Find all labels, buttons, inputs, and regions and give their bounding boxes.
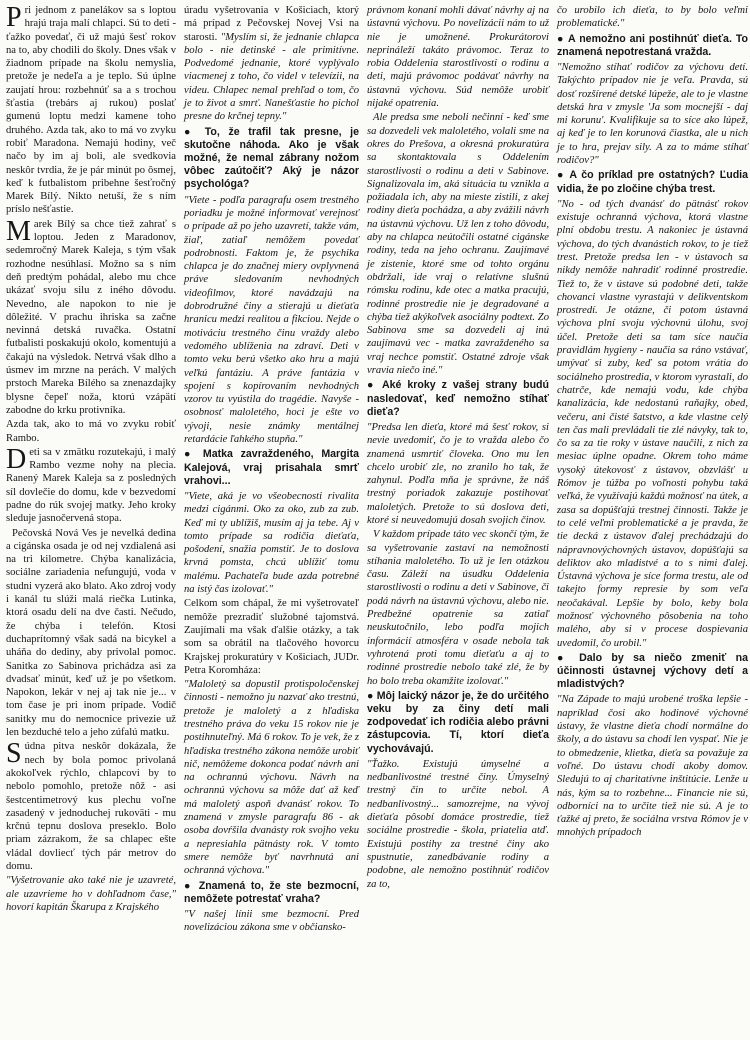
paragraph: úradu vyšetrovania v Košiciach, ktorý má prípad z Pečovskej Novej Vsi na starosti. "Myslím si, že jednanie chlapca bolo - nie detinské - ale primitívne. Podvedomé jednanie, ktoré vyplývalo viacmenej z toho, čo videl v televízii, na videu. Chlapec nemal prehľad o tom, čo je to život a smrť. Nanešťastie ho pichol presne do krčnej tepny." bbox=[184, 5, 359, 123]
interview-answer: čo urobilo ich dieťa, to by bolo veľmi problematické." bbox=[557, 5, 748, 30]
dropcap-p: P bbox=[6, 4, 22, 33]
interview-question: ● Aké kroky z vašej strany budú nasledovať, keď nemožno stíhať dieťa? bbox=[367, 379, 549, 419]
column-3 bbox=[365, 4, 555, 1038]
paragraph-4: Deti sa v zmätku rozutekajú, i malý Rambo vezme nohy na plecia. Ranený Marek Kaleja sa z posledných síl dovlečie do domu, kde v bezvedomí padne do rúk svojej matky. Jeho kroky sleduje jasnočervená stopa. bbox=[6, 443, 176, 525]
interview-answer: V každom prípade táto vec skončí tým, že sa vyšetrovanie zastaví na nemožnosti stíhania maloletého. To už je len otázkou času. Záleží na úsudku Oddelenia starostlivosti o rodinu a deti v Sabinove, či podá návrh na ústavnú výchovu, alebo nie. Predbežné opatrenie sa zatiaľ neuskutočnilo, lebo podľa mojich informácií atmosféra v osade nebola tak vyhrotená proti tomu dieťaťu a aj to rodinné prostredie nebolo také zlé, že by ho bolo treba okamžite izolovať." bbox=[367, 529, 549, 687]
interview-question: ● Znamená to, že ste bezmocní, nemôžete potrestať vraha? bbox=[184, 880, 359, 906]
interview-answer: "Viete, aká je vo všeobecnosti rivalita medzi cigánmi. Oko za oko, zub za zub. Keď mi ty ublížiš, musím aj ja tebe. Aj v tomto prípade sa rodičia dieťaťa, pošodení, snažia pomstiť. Je to doslova krvná pomsta, chcú ublížiť tomu malému. Pachateľa bude azda potrebné na istý čas izolovať." bbox=[184, 490, 359, 596]
paragraph: Celkom som chápal, že mi vyšetrovateľ nemôže prezradiť služobné tajomstvá. Zaujímali ma však ďalšie otázky, a tak som sa obrátil na tlačového hovorcu Krajskej prokuratúry v Košiciach, JUDr. Petra Koromháza: bbox=[184, 598, 359, 676]
interview-answer: "No - od tých dvanásť do pätnásť rokov existuje ochranná výchova, ktorá vlastne plní obdobu trestu. A nakoniec je ústavná výchova, do tých dvanástich rokov, to je tiež trest. Pretože predsa len - v ústavoch sa nikdy nemôže nahradiť rodinné prostredie. Tiež to, že v ústave sú podobné deti, takže chovanci vlastne vyrastajú v delikventskom prostredí. Je otázne, či potom ústavná výchova plní svoju výchovnú úlohu, svoj účel. Pretože deti sa tam síce naučia pravidlám hygieny - naučia sa ráno vstávať, umývať si zuby, keď sa potom vrátia do sociálneho prostredia, v ktorom vyrastali, do chatrče, kde nemajú vodu, kde chýba kanalizácia, kde nedostanú raňajky, obed, večeru, ani čisté šatstvo, a kde vlastne celý ten čas mali prevládali tie zlé návyky, tak to, čo sa za tie roky v ústave naučili, z nich za mesiac úplne opadne. Okrem toho máme vysoký útekovosť z ústavov, obzvlášť u Rómov je túžba po voľnosti pohybu taká veľká, že využívajú každú možnosť na útek, a zasa sa dopúšťajú trestnej činnosti. Takže je to celé veľmi problematické a je pravda, že tie decká z ústavov ďalej prechádzajú do nápravnovýchovných ústavov, dopúšťajú sa deliktov ako mladistvé a to s nimi ďalej. Ústavná výchova je síce forma trestu, ale od takejto formy represie by som veľa neočakával. Lepšie by bolo, keby bola možnosť výchovného pôsobenia na toho malého, aby si v procese dospievania uvedomil, čo urobil." bbox=[557, 198, 748, 649]
paragraph-5: Pečovská Nová Ves je nevelká dedina a cigánska osada je od nej vzdialená asi na tri kilometre. Chýba kanalizácia, sociálne zariadenia nefungujú, voda v studni vyzerá ako blato. Ako zdroj vody i kanál tu slúži malá riečka Lutinka, ktorá osadu delí na dve časti. Nečudo, že chýba i telefón. Ktosi duchaprítomný však sadá na bicykel a uháňa do dediny, aby privolal pomoc. Sanitka zo Sabinova prichádza asi za dvadsať minút, keď už je po všetkom. Napokon, lekár v nej aj tak nie je... v tom čase je pri inom prípade. Vodič sanitky mu do nemocnice privezie už len bezduché telo a jeho zúfalú matku. bbox=[6, 527, 176, 739]
quote-caption: "Vyšetrovanie ako také nie je uzavreté, ale uzavrieme ho v dohľadnom čase," hovorí kapitán Škarupa z Krajského bbox=[6, 875, 176, 913]
column-2 bbox=[182, 4, 365, 1038]
interview-answer: "V našej línii sme bezmocní. Pred novelizáciou zákona sme v občiansko- bbox=[184, 908, 359, 934]
interview-question: ● Môj laický názor je, že do určitého veku by za činy detí mali zodpovedať ich rodičia alebo právni zástupcovia. Tí, ktorí dieťa vychovávajú. bbox=[367, 690, 549, 756]
paragraph-2: Marek Bílý sa chce tiež zahrať s loptou. Jeden z Maradonov, sedemročný Marek Kaleja, s tým však rozhodne nesúhlasí. Možno sa s ním deň predtým pohádal, alebo mu chce ukázať svoju silu z iného dôvodu. Nevedno, ale napokon to nie je dôležité. V prachu ihriska sa začne nevinná detská ruvačka. Ostatní futbalisti poskakujú okolo, komentujú a čakajú na výsledok. Netrvá však dlho a úsmev im mrzne na perách. V malých prstoch Mareka Bílého sa znenazdajky blysne čepeľ noža, ktorú vzápätí zabodne do krku protivníka. bbox=[6, 215, 176, 416]
interview-question: ● Matka zavraždeného, Margita Kalejová, vraj prisahala smrť vrahovi... bbox=[184, 448, 359, 488]
paragraph-1: Pri jednom z panelákov sa s loptou hrajú traja malí chlapci. Sú to deti - ťažko povedať, či už majú šesť rokov na to, aby chodili do školy. Dnes však v žiadnom prípade na školu nemyslia, pretože je nedeľa a je teplo. Sú úplne zaujatí hrou: rozbehnúť sa a s trochou šťastia (trebárs aj rukou) poslať gumenú loptu medzi kamene toho druhého. Azda tak, ako to má vo zvyku robiť Maradona. Nemajú hodiny, več načo by im aj boli, ale svedkovia neskôr tvrdia, že je pár minút po ôsmej, keď k futbalistom pribehne šesťročný Marek Bílý. Nikto netuší, že s ním príslo nešťastie. bbox=[6, 4, 176, 216]
interview-answer: právnom konaní mohli dávať návrhy aj na ústavnú výchovu. Po novelizácii nám to už nie je umožnené. Prokurátorovi neprináleží takáto právomoc. Teraz to robia Oddelenia starostlivosti o rodinu a deti, majú právomoc podávať návrhy na ústavnú výchovu. Súd nemôže urobiť nijaké opatrenia. bbox=[367, 5, 549, 110]
column-1 bbox=[4, 4, 182, 1038]
interview-answer: Ale predsa sme neboli nečinní - keď sme sa dozvedeli vek maloletého, volali sme na okres do Prešova, a okresná prokuratúra sa skontaktovala s Oddelením starostlivosti o rodinu a deti v Sabinove. Signalizovala im, aká situácia tu vznikla a požiadala ich, aby na mieste zistili, z akej rodiny dieťa pochádza, a aby zvážili návrh na ústavnú výchovu. Už len z toho dôvodu, aby na chlapca neútočili ostatné cigánske rodiny, teda na jeho ochranu. Zaujímavé je zistenie, ktoré sme od tohto orgánu obdržali, ide vraj o relatívne slušnú rómsku rodinu, kde otec a matka pracujú, rodinné prostredie nie je degradované a chýba tiež akýkoľvek asociálny podtext. Zo Sabinova sme sa dozvedeli aj inú zaujímavú vec - matka zavraždeného sa vraj nechce pomstiť. Ostatné zdroje však vravia niečo iné." bbox=[367, 112, 549, 377]
interview-answer: "Viete - podľa paragrafu osem trestného poriadku je možné informovať verejnosť o prípade až po jeho uzavretí, takže vám, žiaľ, zatiaľ nemôžem povedať podrobnosti. Faktom je, že psychika chlapca je do značnej miery ovplyvnená práve sledovaním nevhodných videofilmov, ktoré navádzajú na dobrodružné činy a stierajú u dieťaťa hranicu medzi realitou a fikciou. Nejde o motiváciu trestného činu vraždy alebo vedomého ublíženia na zdraví. Deti v tomto veku berú všetko ako hru a majú veľkú fantáziu. A práve fantázia v spojení s kopírovaním nevhodných vzorov tu vyústila do tragédie. Navyše - osobnosť maloletého, hoci je ešte vo vývoji, nesie známky mentálnej retardácie ľahkého stupňa." bbox=[184, 194, 359, 446]
paragraph-6: Súdna pitva neskôr dokázala, že nech by bola pomoc privolaná akokoľvek rýchlo, chlapcovi by to nebolo pomohlo, pretože nôž - asi šestcentimetrový kus plechu voľne zasadený v jednoduchej rukoväti - mu krčnú tepnu doslova preseklo. Bolo priam zázrakom, že sa chlapec ešte vládal dovliecť tých pár metrov do domu. bbox=[6, 738, 176, 872]
interview-question: ● Dalo by sa niečo zmeniť na účinnosti ústavnej výchovy detí a mladistvých? bbox=[557, 652, 748, 692]
interview-question: ● A čo príklad pre ostatných? Ľudia vidia, že po zločine chýba trest. bbox=[557, 169, 748, 195]
dropcap-s: S bbox=[6, 738, 22, 770]
dropcap-m: M bbox=[6, 215, 31, 247]
interview-answer: "Nemožno stíhať rodičov za výchovu detí. Takýchto prípadov nie je veľa. Pravda, sú dosť rozšírené detské lúpeže, ale to je vlastne detská hra v zmysle 'Ja som mocnejší - daj mi korunu'. Kvalifikuje sa to síce ako lúpež, aj keď je to len korunová čiastka, ale u nich je to hra, prejav sily. A za to máme stíhať rodičov?" bbox=[557, 62, 748, 167]
interview-answer: "Ťažko. Existujú úmyselné a nedbanlivostné trestné činy. Úmyselný trestný čin to určite nebol. A nedbanlivostný... samozrejme, na vývoj dieťaťa pôsobí domáce prostredie, tiež sociálne prostredie - škola, priatelia atď. Existujú postihy za trestné činy ako spustnutie, zanedbávanie rodiny a podobne, ale nemožno postihnúť rodičov za to, bbox=[367, 758, 549, 890]
interview-question: ● To, že trafil tak presne, je skutočne náhoda. Ako je však možné, že nemal zábrany nožom vôbec zaútočiť? Aký je názor psychológa? bbox=[184, 126, 359, 192]
column-4 bbox=[555, 4, 750, 1038]
interview-answer: "Na Západe to majú urobené troška lepšie - napríklad čosi ako hodinové výchovné ústavy, že vlastne dieťa chodí normálne do školy, a do ústavu sa chodí len vyspať. Nie je to obmedzenie, klietka, dieťa sa považuje za voľné. Do ústavu chodí akoby domov. Sledujú to aj charitatívne inštitúcie. Lenže u nás, kým sa to rozbehne... Financie nie sú, odborníci na to určite tiež nie sú. A je to ťažké aj preto, že sociálna vrstva Rómov je v mnohých prípadoch bbox=[557, 694, 748, 839]
paragraph-3: Azda tak, ako to má vo zvyku robiť Rambo. bbox=[6, 419, 176, 444]
interview-answer: "Predsa len dieťa, ktoré má šesť rokov, si nevie uvedomiť, čo je to vražda alebo čo znamená usmrtiť človeka. Ono mu len chcelo urobiť zle, no zranilo ho tak, že zahynul. Podľa mňa je správne, že náš trestný poriadok zakazuje postihovať maloletých. Pretože to sú doslova deti, ktoré si neuvedomujú dosah svojich činov. bbox=[367, 421, 549, 526]
interview-answer: "Maloletý sa dopustil protispoločenskej činnosti - nemožno ju nazvať ako trestnú, pretože je maloletý a z hľadiska trestného práva do veku 15 rokov nie je postihnuteľný. Má 6 rokov. To je vek, že z hľadiska trestného zákona nemôže urobiť nič, nemôžeme dokonca podať návrh ani na ochrannú výchovu. Návrh na ochrannú výchovu sa môže dať až keď má maloletý aspoň dvanásť rokov. To znamená v zmysle paragrafu 86 - ak osoba dovŕšila dvanásty rok svojho veku a nepresiahla pätnásty rok. V tomto smere nemôže byť navrhnutá ani ochranná výchova." bbox=[184, 679, 359, 877]
interview-question: ● A nemožno ani postihnúť dieťa. To znamená nepotrestaná vražda. bbox=[557, 33, 748, 59]
dropcap-d: D bbox=[6, 443, 27, 475]
